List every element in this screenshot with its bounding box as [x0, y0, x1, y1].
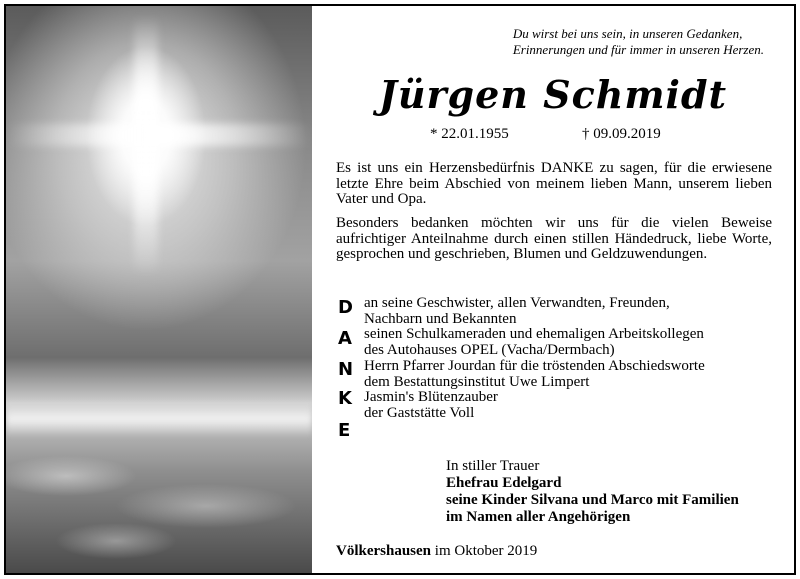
list-item: des Autohauses OPEL (Vacha/Dermbach)	[364, 342, 615, 359]
motto-line-2: Erinnerungen und für immer in unseren Herzen.	[512, 42, 764, 57]
mourners-intro: In stiller Trauer	[446, 458, 540, 474]
death-date: † 09.09.2019	[582, 126, 661, 142]
obituary-frame	[4, 4, 796, 575]
danke-letter: E	[338, 420, 351, 441]
mourners-block	[446, 458, 739, 526]
list-item: der Gaststätte Voll	[364, 404, 475, 421]
danke-list	[364, 296, 784, 422]
danke-letter: N	[338, 359, 354, 380]
mourner-relatives: im Namen aller Angehörigen	[446, 509, 631, 525]
list-item: seinen Schulkameraden und ehemaligen Arbeitskollegen	[364, 326, 704, 343]
town: Völkershausen	[336, 543, 432, 559]
danke-letter: A	[338, 328, 352, 349]
mourner-wife: Ehefrau Edelgard	[446, 475, 562, 491]
month-year: im Oktober 2019	[434, 543, 538, 559]
light-cross-horizontal	[6, 124, 312, 146]
birth-date: * 22.01.1955	[430, 126, 509, 142]
thanks-paragraph-2: Besonders bedanken möchten wir uns für die vielen Beweise aufrichtiger Anteilnahme durch einen stillen Händedruck, liebe Worte, gesprochen und geschrieben, Blumen und Geldzuwendungen.	[336, 215, 772, 262]
list-item: dem Bestattungsinstitut Uwe Limpert	[364, 373, 590, 390]
motto-line-1: Du wirst bei uns sein, in unseren Gedanken,	[512, 26, 743, 41]
cross-light-photo	[6, 6, 312, 573]
light-cross-vertical	[134, 16, 158, 276]
danke-letter: D	[338, 297, 353, 318]
mourner-children: seine Kinder Silvana und Marco mit Familien	[446, 492, 739, 508]
motto	[513, 26, 764, 58]
danke-letter: K	[338, 388, 352, 409]
list-item: Jasmin's Blütenzauber	[364, 389, 498, 406]
list-item: Herrn Pfarrer Jourdan für die tröstenden Abschiedsworte	[364, 357, 705, 374]
list-item: an seine Geschwister, allen Verwandten, Freunden,	[364, 295, 670, 311]
obituary-content	[312, 6, 794, 573]
sea-horizon-glow	[6, 401, 312, 437]
deceased-name: Jürgen Schmidt	[378, 72, 728, 117]
place-date	[336, 543, 537, 560]
thanks-paragraph-1: Es ist uns ein Herzensbedürfnis DANKE zu sagen, für die erwiesene letzte Ehre beim Abschied von meinem lieben Mann, unserem lieben Vater und Opa.	[336, 160, 772, 207]
list-item: Nachbarn und Bekannten	[364, 310, 517, 327]
clouds	[6, 446, 312, 573]
